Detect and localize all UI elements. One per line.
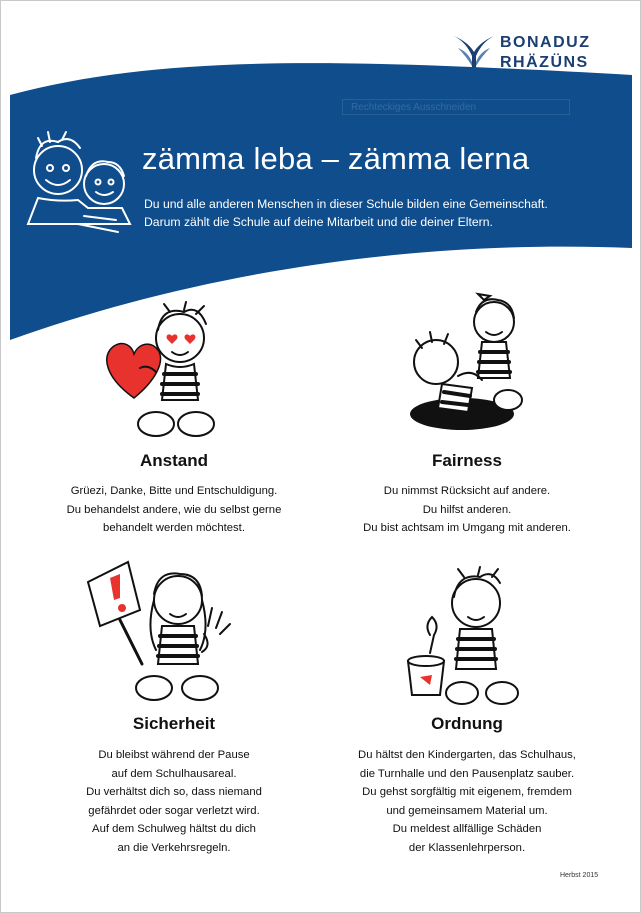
- section-text-anstand: [24, 482, 324, 538]
- section-text-fairness: [317, 482, 617, 538]
- section-line: auf dem Schulhausareal.: [111, 767, 237, 780]
- logo-line-2: RHÄZÜNS: [500, 54, 589, 71]
- anstand-illustration: [100, 300, 225, 442]
- ordnung-illustration: [400, 565, 528, 707]
- section-line: Du verhältst dich so, dass niemand: [86, 786, 262, 798]
- sicherheit-illustration: [84, 560, 236, 708]
- logo-line-1: BONADUZ: [500, 34, 591, 51]
- section-line: die Turnhalle und den Pausenplatz sauber.: [359, 767, 575, 780]
- section-line: Du hältst den Kindergarten, das Schulhaus,: [358, 749, 576, 761]
- fairness-illustration: [402, 292, 534, 440]
- section-line: und gemeinsamem Material um.: [386, 804, 548, 817]
- page-title: zämma leba – zämma lerna: [142, 141, 530, 176]
- intro-line: Darum zählt die Schule auf deine Mitarbeit und die deiner Eltern.: [144, 215, 493, 229]
- section-line: Grüezi, Danke, Bitte und Entschuldigung.: [70, 485, 278, 497]
- section-line: gefährdet oder sogar verletzt wird.: [88, 804, 260, 817]
- section-line: an die Verkehrsregeln.: [117, 841, 231, 854]
- selection-tool-watermark: Rechteckiges Ausschneiden: [342, 99, 570, 115]
- footer-date: Herbst 2015: [560, 872, 599, 879]
- section-line: Du bist achtsam im Umgang mit anderen.: [363, 522, 571, 534]
- section-line: Du hilfst anderen.: [422, 503, 512, 516]
- intro-line: Du und alle anderen Menschen in dieser Schule bilden eine Gemeinschaft.: [144, 197, 548, 211]
- section-line: Du behandelst andere, wie du selbst gerne: [66, 503, 282, 516]
- section-line: Auf dem Schulweg hältst du dich: [92, 823, 256, 835]
- section-text-ordnung: [317, 746, 617, 857]
- section-text-sicherheit: [24, 746, 324, 857]
- section-line: Du nimmst Rücksicht auf andere.: [383, 485, 551, 497]
- section-line: Du gehst sorgfältig mit eigenem, fremdem: [362, 786, 572, 798]
- header-kids-illustration: [18, 128, 136, 238]
- section-title-ordnung: Ordnung: [431, 714, 503, 733]
- section-line: Du meldest allfällige Schäden: [392, 823, 542, 835]
- section-line: behandelt werden möchtest.: [103, 522, 245, 534]
- section-line: Du bleibst während der Pause: [98, 749, 250, 761]
- section-title-fairness: Fairness: [432, 451, 502, 470]
- section-line: der Klassenlehrperson.: [408, 841, 526, 854]
- intro-text: [144, 195, 548, 231]
- section-title-sicherheit: Sicherheit: [132, 714, 216, 733]
- section-title-anstand: Anstand: [140, 451, 208, 470]
